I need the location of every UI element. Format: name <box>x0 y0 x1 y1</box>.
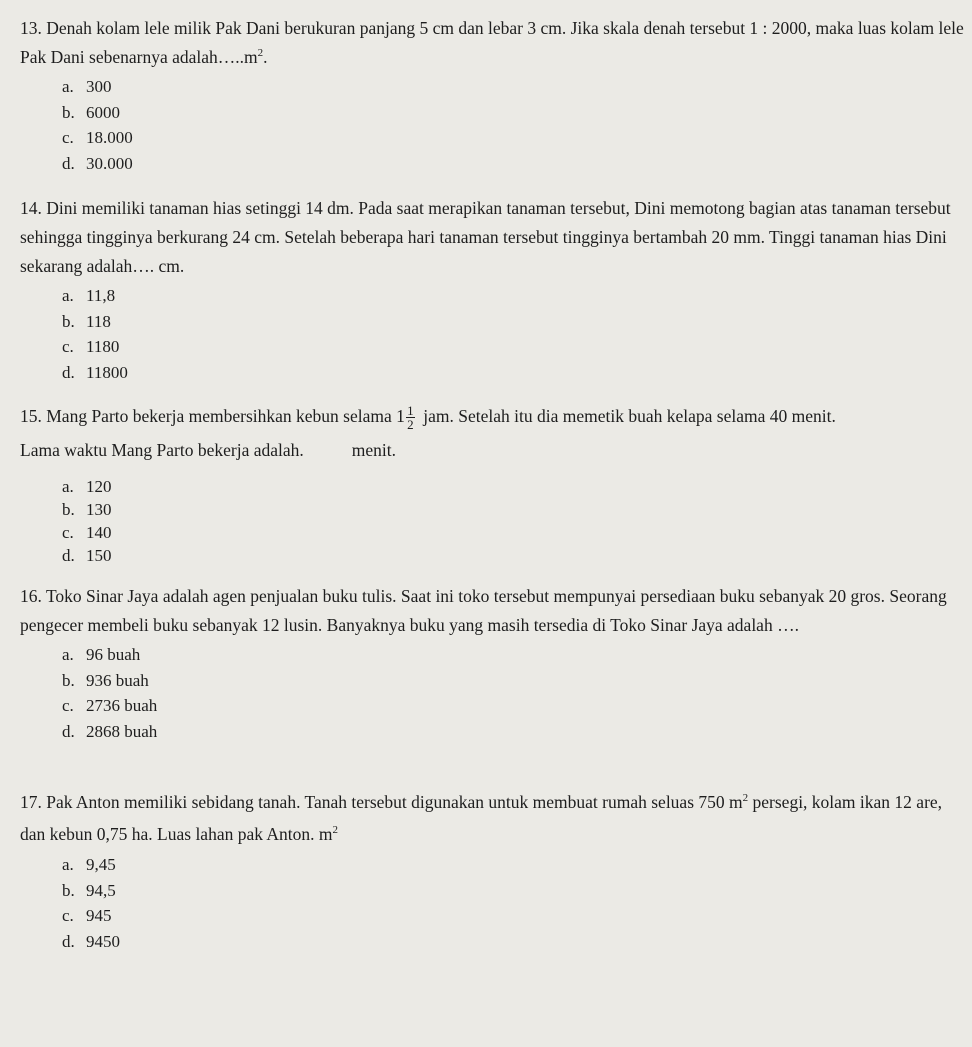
option-d <box>62 151 965 177</box>
option-letter: b. <box>62 880 75 900</box>
question-13 <box>20 14 965 176</box>
question-number: 16. <box>20 586 42 606</box>
option-letter: d. <box>62 931 75 951</box>
question-14 <box>20 194 965 385</box>
question-text-cont: jam. Setelah itu dia memetik buah kelapa selama 40 menit. <box>423 406 836 426</box>
question-number: 17. <box>20 792 42 812</box>
option-letter: a. <box>62 645 74 664</box>
option-text: 2736 buah <box>86 696 158 715</box>
option-letter: c. <box>62 523 74 543</box>
option-letter: a. <box>62 286 74 305</box>
question-text: Dini memiliki tanaman hias setinggi 14 dm. Pada saat merapikan tanaman tersebut, Dini memotong bagian atas tanaman tersebut sehingga tingginya berkurang 24 cm. Setelah beberapa hari tanaman tersebut tingginya bertambah 20 mm. Tinggi tanaman hias Dini sekarang adalah…. cm. <box>20 198 951 276</box>
option-b <box>62 498 965 521</box>
option-text: 945 <box>86 906 112 925</box>
option-a <box>62 74 965 100</box>
question-text-unit: menit. <box>351 440 397 461</box>
option-text: 9,45 <box>86 855 116 874</box>
option-d <box>62 929 965 955</box>
question-17 <box>20 786 965 954</box>
option-c <box>62 521 965 544</box>
options-list <box>20 475 965 567</box>
option-letter: c. <box>62 128 74 147</box>
question-text-end: . <box>263 47 268 67</box>
option-letter: c. <box>62 696 74 715</box>
question-number: 14. <box>20 198 42 218</box>
option-c <box>62 334 965 360</box>
option-a <box>62 852 965 878</box>
question-13-stem <box>20 14 965 72</box>
option-letter: d. <box>62 153 75 173</box>
question-16 <box>20 582 965 744</box>
question-17-stem <box>20 786 965 850</box>
option-letter: b. <box>62 670 75 690</box>
superscript: 2 <box>742 792 749 805</box>
question-text-cont: persegi, kolam ikan 12 are, dan kebun 0,75 ha. Luas lahan pak Anton. m <box>20 792 943 844</box>
question-text: Mang Parto bekerja membersihkan kebun selama 1 <box>46 406 405 426</box>
question-text: Toko Sinar Jaya adalah agen penjualan buku tulis. Saat ini toko tersebut mempunyai persediaan buku sebanyak 20 gros. Seorang pengecer membeli buku sebanyak 12 lusin. Banyaknya buku yang masih tersedia di Toko Sinar Jaya adalah …. <box>20 586 947 635</box>
option-text: 936 buah <box>86 670 149 690</box>
option-d <box>62 719 965 745</box>
superscript: 2 <box>257 47 264 60</box>
option-d <box>62 544 965 567</box>
options-list <box>20 74 965 176</box>
option-text: 118 <box>86 311 111 331</box>
option-letter: c. <box>62 337 74 356</box>
superscript: 2 <box>332 824 339 837</box>
option-letter: a. <box>62 77 74 96</box>
option-a <box>62 475 965 498</box>
option-text: 11800 <box>86 362 128 382</box>
fraction-denominator: 2 <box>407 417 414 433</box>
question-number: 13. <box>20 18 42 38</box>
question-14-stem <box>20 194 965 281</box>
option-text: 18.000 <box>86 128 133 147</box>
question-15 <box>20 402 965 567</box>
option-text: 150 <box>86 546 112 566</box>
option-b <box>62 668 965 694</box>
question-15-stem <box>20 402 965 431</box>
option-b <box>62 309 965 335</box>
option-d <box>62 360 965 386</box>
option-b <box>62 100 965 126</box>
question-15-line-2 <box>20 436 965 465</box>
option-letter: d. <box>62 721 75 741</box>
option-letter: c. <box>62 906 74 925</box>
question-text-line-2: Lama waktu Mang Parto bekerja adalah. <box>20 440 304 461</box>
fraction-numerator: 1 <box>407 403 414 419</box>
option-b <box>62 878 965 904</box>
question-16-stem <box>20 582 965 640</box>
option-text: 94,5 <box>86 880 116 900</box>
option-a <box>62 642 965 668</box>
option-text: 6000 <box>86 102 120 122</box>
option-text: 140 <box>86 523 112 543</box>
option-text: 120 <box>86 477 112 497</box>
option-a <box>62 283 965 309</box>
options-list <box>20 283 965 385</box>
option-letter: a. <box>62 855 74 874</box>
option-c <box>62 903 965 929</box>
option-letter: d. <box>62 546 75 566</box>
option-text: 11,8 <box>86 286 116 305</box>
option-c <box>62 125 965 151</box>
option-letter: a. <box>62 477 74 497</box>
fraction <box>406 404 415 431</box>
option-letter: b. <box>62 102 75 122</box>
question-text: Denah kolam lele milik Pak Dani berukuran panjang 5 cm dan lebar 3 cm. Jika skala denah tersebut 1 : 2000, maka luas kolam lele Pak Dani sebenarnya adalah…..m <box>20 18 964 67</box>
option-text: 9450 <box>86 931 120 951</box>
option-letter: b. <box>62 500 75 520</box>
option-text: 300 <box>86 77 112 96</box>
option-letter: d. <box>62 362 75 382</box>
options-list <box>20 852 965 954</box>
option-letter: b. <box>62 311 75 331</box>
question-text: Pak Anton memiliki sebidang tanah. Tanah tersebut digunakan untuk membuat rumah seluas 750 m <box>46 792 743 812</box>
option-text: 1180 <box>86 337 120 356</box>
option-text: 30.000 <box>86 153 133 173</box>
option-text: 130 <box>86 500 112 520</box>
option-text: 96 buah <box>86 645 141 664</box>
question-number: 15. <box>20 406 42 426</box>
option-c <box>62 693 965 719</box>
options-list <box>20 642 965 744</box>
option-text: 2868 buah <box>86 721 158 741</box>
